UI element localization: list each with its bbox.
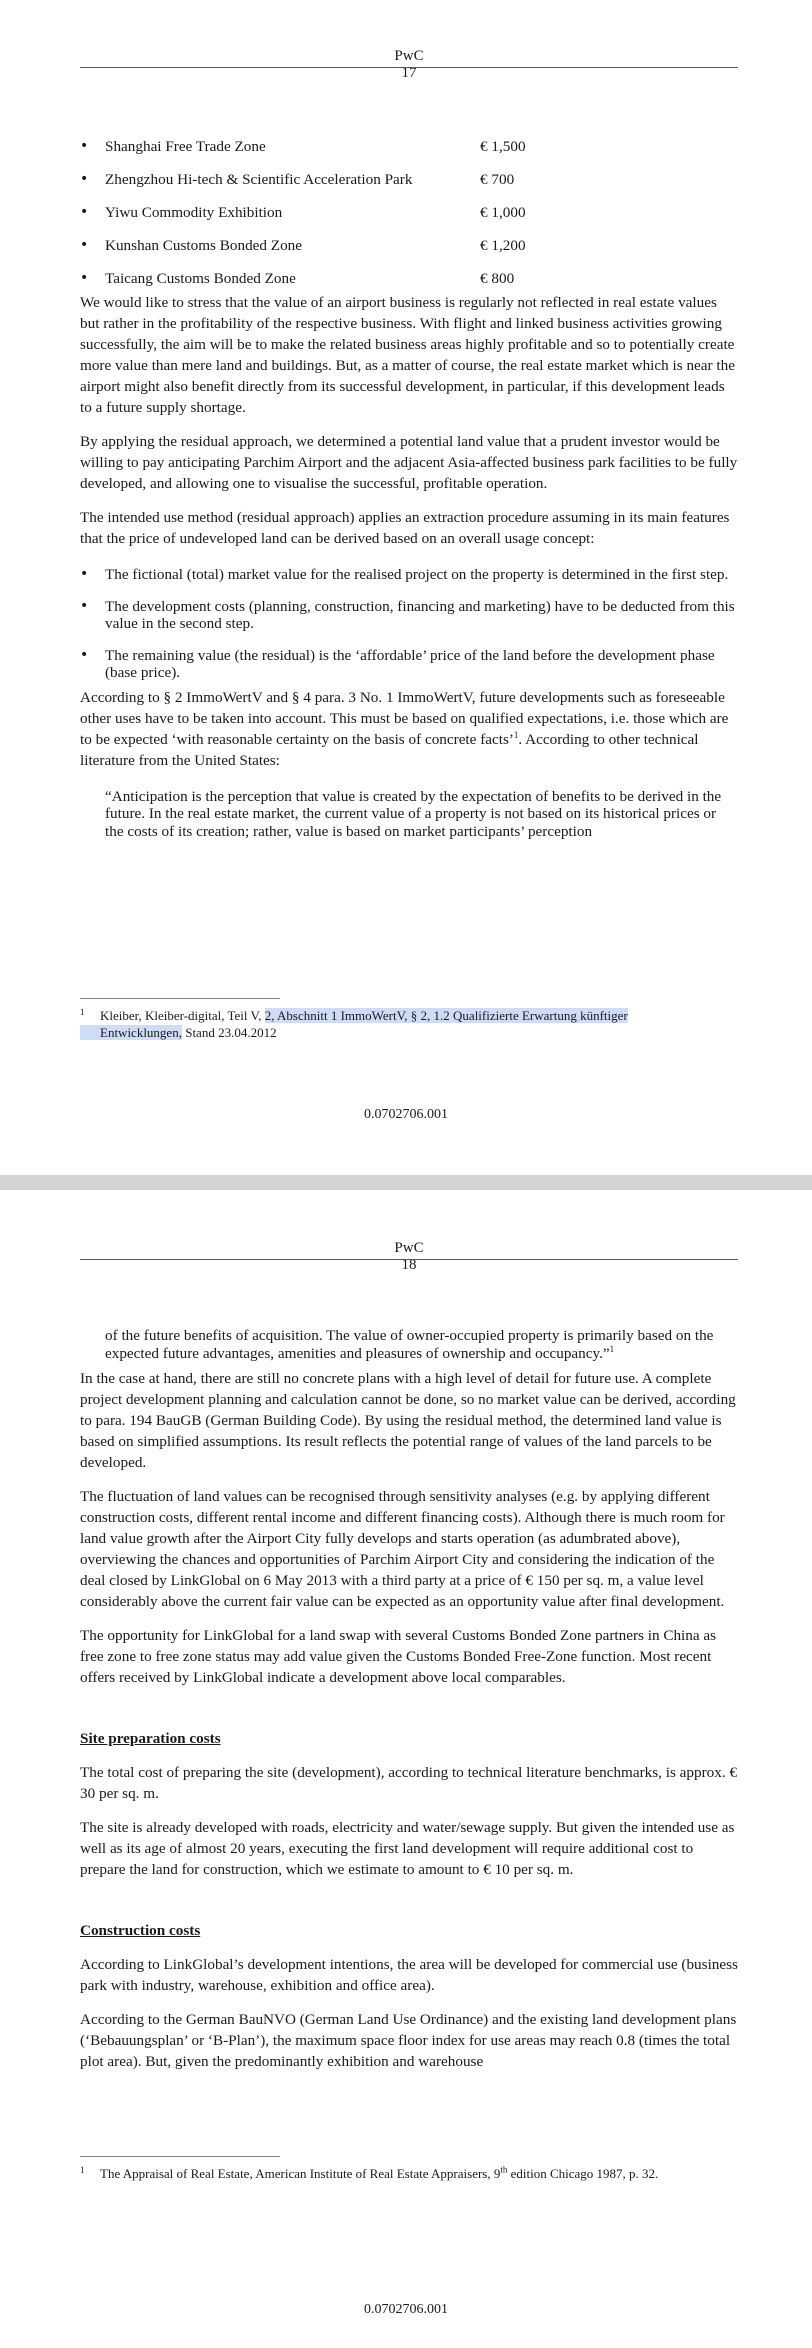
footnote-part: edition Chicago 1987, p. 32.: [507, 2166, 659, 2181]
header-page-number: 17: [401, 65, 417, 81]
zone-name: Taicang Customs Bonded Zone: [105, 270, 296, 287]
list-item: [80, 169, 738, 202]
paragraph: The total cost of preparing the site (development), according to technical literature benchmarks, is approx. € 30 per sq. m.: [80, 1764, 738, 1802]
zone-price-list: [80, 136, 738, 292]
zone-name: Shanghai Free Trade Zone: [105, 138, 266, 155]
list-item: [80, 202, 738, 235]
zone-value: € 1,500: [480, 138, 526, 155]
zone-value: € 1,000: [480, 204, 526, 221]
list-item: [80, 268, 738, 292]
zone-name: Zhengzhou Hi-tech & Scientific Acceleration Park: [105, 171, 413, 188]
footnote-superscript: th: [500, 2164, 508, 2175]
footnote-ref[interactable]: 1: [609, 1343, 615, 1354]
paragraph: In the case at hand, there are still no concrete plans with a high level of detail for future use. A complete project development planning and calculation cannot be done, so no market value can be derived, according to para. 194 BauGB (German Building Code). By using the residual method, the determined land value is based on simplified assumptions. Its result reflects the potential range of values of the land parcels to be developed.: [80, 1370, 736, 1471]
paragraph: The site is already developed with roads, electricity and water/sewage supply. But given the intended use as well as its age of almost 20 years, executing the first land development will require additional cost to prepare the land for construction, which we estimate to amount to € 10 per sq. m.: [80, 1819, 735, 1878]
procedure-list: [80, 566, 738, 682]
page-body: [80, 136, 738, 840]
page-body: [80, 1327, 738, 2085]
footnote-part: Kleiber, Kleiber-digital, Teil V,: [100, 1008, 265, 1023]
block-quote-continued: [80, 1327, 738, 1362]
header-org: PwC: [394, 1240, 424, 1256]
zone-value: € 800: [480, 270, 515, 287]
footnote-text: [80, 1007, 738, 1041]
paragraph: We would like to stress that the value of an airport business is regularly not reflected in real estate values but rather in the profitability of the respective business. With flight and linked business activities growing successfully, the aim will be to make the related business areas highly profitable and so to potentially create more value than mere land and buildings. But, as a matter of course, the real estate market which is near the airport might also benefit directly from its successful development, in particular, if this development leads to a future supply shortage.: [80, 294, 735, 416]
page-header: [80, 48, 738, 82]
footnote: [80, 998, 738, 1041]
list-item: • The fictional (total) market value for the realised project on the property is determined in the first step.: [80, 566, 738, 584]
paragraph-text: . According to other technical literature from the United States:: [80, 730, 699, 769]
selected-text[interactable]: Entwicklungen,: [80, 1025, 182, 1040]
footnote-mark: 1: [80, 2165, 85, 2175]
block-quote: “Anticipation is the perception that value is created by the expectation of benefits to be derived in the future. In the real estate market, the current value of a property is not based on its historical prices or the costs of its creation; rather, value is based on market participants’ perception: [105, 787, 722, 840]
paragraph: According to LinkGlobal’s development intentions, the area will be developed for commercial use (business park with industry, warehouse, exhibition and office area).: [80, 1956, 738, 1994]
quote-text: of the future benefits of acquisition. The value of owner-occupied property is primarily based on the expected future advantages, amenities and pleasures of ownership and occupancy.”: [105, 1327, 714, 1362]
list-item: [80, 136, 738, 169]
section-heading-site-preparation: Site preparation costs: [80, 1730, 221, 1747]
selected-text[interactable]: 2, Abschnitt 1 ImmoWertV, § 2, 1.2 Qualifizierte Erwartung künftiger: [264, 1008, 628, 1023]
list-item: [80, 235, 738, 268]
footnote-rule: [80, 2156, 280, 2157]
paragraph: According to the German BauNVO (German Land Use Ordinance) and the existing land development plans (‘Bebauungsplan’ or ‘B-Plan’), the maximum space floor index for use areas may reach 0.8 (times the total plot area). But, given the predominantly exhibition and warehouse: [80, 2011, 737, 2070]
zone-name: Kunshan Customs Bonded Zone: [105, 237, 303, 254]
footnote-mark: 1: [80, 1007, 85, 1017]
paragraph-text: According to § 2 ImmoWertV and § 4 para. 3 No. 1 ImmoWertV, future developments such as foreseeable other uses have to be taken into account. This must be based on qualified expectations, i.e. those which are to be expected ‘with reasonable certainty on the basis of concrete facts’: [80, 688, 729, 748]
paragraph: The fluctuation of land values can be recognised through sensitivity analyses (e.g. by applying different construction costs, different rental income and different financing costs). Although there is much room for land value growth after the Airport City fully develops and starts operation (as adumbrated above), overviewing the chances and opportunities of Parchim Airport City and considering the indication of the deal closed by LinkGlobal on 6 May 2013 with a third party at a price of € 150 per sq. m, a value level considerably above the current fair value can be expected as an opportunity value after final development.: [80, 1488, 725, 1610]
footnote-part: The Appraisal of Real Estate, American Institute of Real Estate Appraisers, 9: [100, 2166, 501, 2181]
zone-value: € 1,200: [480, 237, 526, 254]
section-heading-construction-costs: Construction costs: [80, 1922, 201, 1939]
header-page-number: 18: [401, 1257, 417, 1273]
zone-name: Yiwu Commodity Exhibition: [105, 204, 283, 221]
page-footer-doc-id: 0.0702706.001: [364, 2302, 448, 2317]
paragraph: The opportunity for LinkGlobal for a land swap with several Customs Bonded Zone partners in China as free zone to free zone status may add value given the Customs Bonded Free-Zone function. Most recent offers received by LinkGlobal indicate a development above local comparables.: [80, 1627, 717, 1686]
paragraph: [80, 687, 738, 771]
document-page-18: [0, 1190, 812, 2348]
page-footer-doc-id: 0.0702706.001: [364, 1107, 448, 1122]
paragraph: The intended use method (residual approach) applies an extraction procedure assuming in its main features that the price of undeveloped land can be derived based on an overall usage concept:: [80, 509, 730, 547]
list-item: • The development costs (planning, construction, financing and marketing) have to be deducted from this value in the second step.: [80, 598, 738, 633]
footnote: [80, 2156, 738, 2182]
page-separator: [0, 1175, 812, 1190]
footnote-rule: [80, 998, 280, 999]
footnote-part: Stand 23.04.2012: [181, 1025, 277, 1040]
page-header: [80, 1240, 738, 1274]
header-rule: [80, 1258, 738, 1260]
zone-value: € 700: [480, 171, 515, 188]
header-rule: [80, 66, 738, 68]
paragraph: By applying the residual approach, we determined a potential land value that a prudent investor would be willing to pay anticipating Parchim Airport and the adjacent Asia-affected business park facilities to be fully developed, and allowing one to visualise the successful, profitable operation.: [80, 433, 738, 492]
footnote-text: [80, 2165, 738, 2182]
footnote-ref[interactable]: 1: [513, 729, 519, 740]
list-item: • The remaining value (the residual) is the ‘affordable’ price of the land before the development phase (base price).: [80, 647, 738, 682]
header-org: PwC: [394, 48, 424, 64]
